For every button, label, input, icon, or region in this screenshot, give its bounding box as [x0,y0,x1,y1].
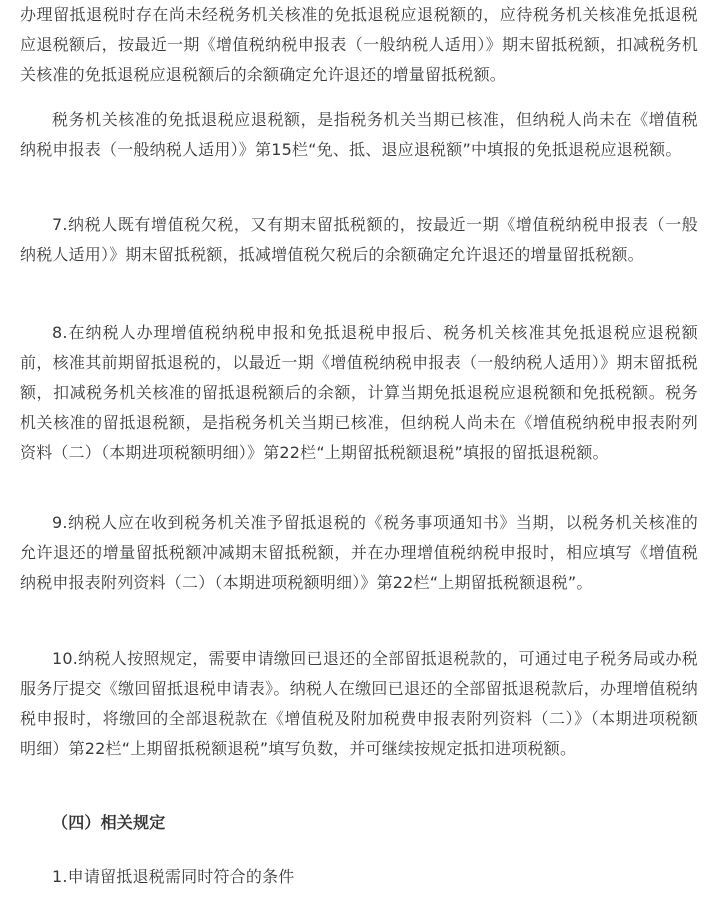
paragraph-item-10: 10.纳税人按照规定，需要申请缴回已退还的全部留抵退税款的，可通过电子税务局或办税服务厅提交《缴回留抵退税申请表》。纳税人在缴回已退还的全部留抵退税款后，办理增值税纳税申报时，将缴回的全部退税款在《增值税及附加税费申报表附列资料（二）》（本期进项税额明细）第22栏“上期留抵税额退税”填写负数，并可继续按规定抵扣进项税额。 [20,649,698,758]
section-heading: （四）相关规定 [52,813,166,832]
paragraph-item-8: 8.在纳税人办理增值税纳税申报和免抵退税申报后、税务机关核准其免抵退税应退税额前，核准其前期留抵退税的，以最近一期《增值税纳税申报表（一般纳税人适用）》期末留抵税额，扣减税务机关核准的留抵退税额后的余额，计算当期免抵退税应退税额和免抵税额。税务机关核准的留抵退税额，是指税务机关当期已核准，但纳税人尚未在《增值税纳税申报表附列资料（二）（本期进项税额明细）》第22栏“上期留抵税额退税”填报的留抵退税额。 [20,323,698,462]
paragraph-refund-approval: 办理留抵退税时存在尚未经税务机关核准的免抵退税应退税额的，应待税务机关核准免抵退税应退税额后，按最近一期《增值税纳税申报表（一般纳税人适用）》期末留抵税额，扣减税务机关核准的免抵退税应退税额后的余额确定允许退还的增量留抵税额。 [20,5,698,84]
paragraph-item-7: 7.纳税人既有增值税欠税，又有期末留抵税额的，按最近一期《增值税纳税申报表（一般纳税人适用）》期末留抵税额，抵减增值税欠税后的余额确定允许退还的增量留抵税额。 [20,215,698,264]
paragraph-item-9: 9.纳税人应在收到税务机关准予留抵退税的《税务事项通知书》当期，以税务机关核准的允许退还的增量留抵税额冲减期末留抵税额，并在办理增值税纳税申报时，相应填写《增值税纳税申报表附列资料（二）（本期进项税额明细）》第22栏“上期留抵税额退税”。 [20,513,698,592]
subheading-conditions: 1.申请留抵退税需同时符合的条件 [52,867,295,886]
paragraph-approved-refund-definition: 税务机关核准的免抵退税应退税额，是指税务机关当期已核准，但纳税人尚未在《增值税纳税申报表（一般纳税人适用）》第15栏“免、抵、退应退税额”中填报的免抵退税应退税额。 [20,110,698,159]
